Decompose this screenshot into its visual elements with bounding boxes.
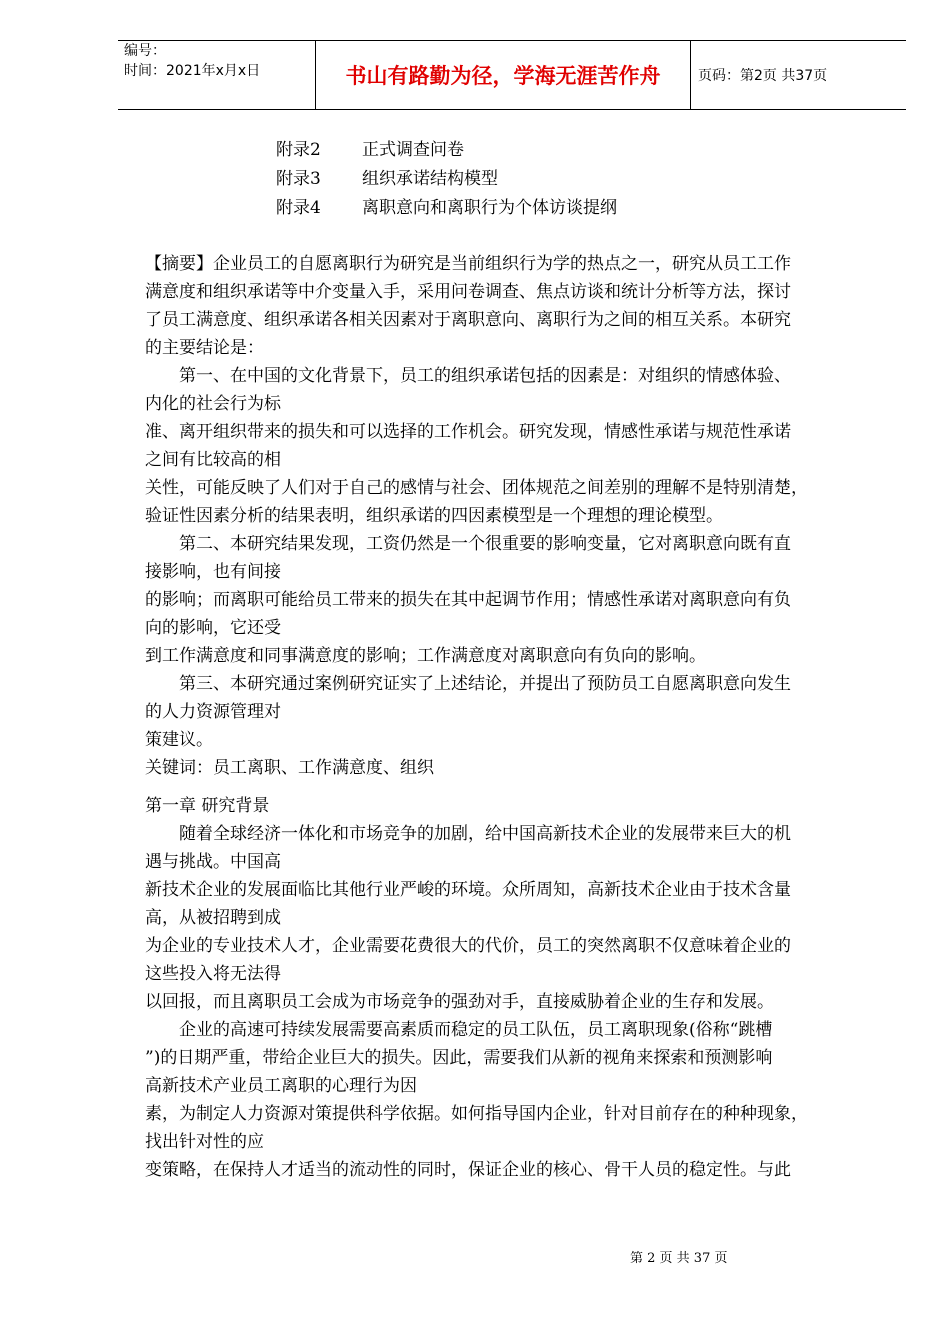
text-line: 准、离开组织带来的损失和可以选择的工作机会。研究发现，情感性承诺与规范性承诺 (145, 422, 791, 442)
document-body (145, 250, 885, 1184)
text-line: 接影响，也有间接 (145, 562, 281, 582)
text-line: 的主要结论是： (145, 338, 264, 358)
text-line: 之间有比较高的相 (145, 450, 281, 470)
text-line: 策建议。 (145, 730, 213, 750)
text-line: 随着全球经济一体化和市场竞争的加剧，给中国高新技术企业的发展带来巨大的机 (179, 824, 791, 844)
appendix-title: 组织承诺结构模型 (362, 169, 498, 189)
text-line: 第一章 研究背景 (145, 796, 270, 816)
text-line: 找出针对性的应 (145, 1132, 264, 1152)
text-line: 【摘要】企业员工的自愿离职行为研究是当前组织行为学的热点之一，研究从员工工作 (145, 254, 791, 274)
text-line: 到工作满意度和同事满意度的影响；工作满意度对离职意向有负向的影响。 (145, 646, 706, 666)
text-line: 第一、在中国的文化背景下，员工的组织承诺包括的因素是：对组织的情感体验、 (179, 366, 791, 386)
appendix-key: 附录2 (276, 140, 321, 160)
number-label: 编号： (124, 43, 166, 59)
appendix-title: 正式调查问卷 (362, 140, 464, 160)
page-header (118, 40, 906, 110)
text-line: 新技术企业的发展面临比其他行业严峻的环境。众所周知，高新技术企业由于技术含量 (145, 880, 791, 900)
appendix-item (276, 194, 617, 223)
text-line: 素，为制定人力资源对策提供科学依据。如何指导国内企业，针对目前存在的种种现象， (145, 1104, 808, 1124)
text-line: 为企业的专业技术人才，企业需要花费很大的代价，员工的突然离职不仅意味着企业的 (145, 936, 791, 956)
text-line: 了员工满意度、组织承诺各相关因素对于离职意向、离职行为之间的相互关系。本研究 (145, 310, 791, 330)
appendix-key: 附录3 (276, 169, 321, 189)
text-line: 的影响；而离职可能给员工带来的损失在其中起调节作用；情感性承诺对离职意向有负 (145, 590, 791, 610)
text-line: 内化的社会行为标 (145, 394, 281, 414)
text-line: 的人力资源管理对 (145, 702, 281, 722)
appendix-list (276, 136, 617, 223)
appendix-item (276, 136, 617, 165)
header-meta (118, 41, 315, 109)
text-line: 高新技术产业员工离职的心理行为因 (145, 1076, 417, 1096)
text-line: ”)的日期严重，带给企业巨大的损失。因此，需要我们从新的视角来探索和预测影响 (145, 1048, 773, 1068)
text-line: 变策略，在保持人才适当的流动性的同时，保证企业的核心、骨干人员的稳定性。与此 (145, 1160, 791, 1180)
text-line: 遇与挑战。中国高 (145, 852, 281, 872)
header-page-label: 页码：第2页 共37页 (698, 68, 828, 84)
text-line: 向的影响，它还受 (145, 618, 281, 638)
text-line: 企业的高速可持续发展需要高素质而稳定的员工队伍，员工离职现象(俗称“跳槽 (179, 1020, 773, 1040)
section-gap (145, 782, 885, 792)
text-line: 这些投入将无法得 (145, 964, 281, 984)
appendix-item (276, 165, 617, 194)
text-line: 第二、本研究结果发现，工资仍然是一个很重要的影响变量，它对离职意向既有直 (179, 534, 791, 554)
appendix-title: 离职意向和离职行为个体访谈提纲 (362, 198, 617, 218)
page-footer: 第 2 页 共 37 页 (630, 1251, 728, 1266)
text-line: 关性，可能反映了人们对于自己的感情与社会、团体规范之间差别的理解不是特别清楚， (145, 478, 808, 498)
header-motto: 书山有路勤为径，学海无涯苦作舟 (315, 41, 691, 109)
appendix-key: 附录4 (276, 198, 321, 218)
text-line: 验证性因素分析的结果表明，组织承诺的四因素模型是一个理想的理论模型。 (145, 506, 723, 526)
text-line: 满意度和组织承诺等中介变量入手，采用问卷调查、焦点访谈和统计分析等方法，探讨 (145, 282, 791, 302)
text-line: 高，从被招聘到成 (145, 908, 281, 928)
text-line: 第三、本研究通过案例研究证实了上述结论，并提出了预防员工自愿离职意向发生 (179, 674, 791, 694)
text-line: 关键词：员工离职、工作满意度、组织 (145, 758, 434, 778)
time-label: 时间：2021年x月x日 (124, 63, 261, 79)
text-line: 以回报，而且离职员工会成为市场竞争的强劲对手，直接威胁着企业的生存和发展。 (145, 992, 774, 1012)
